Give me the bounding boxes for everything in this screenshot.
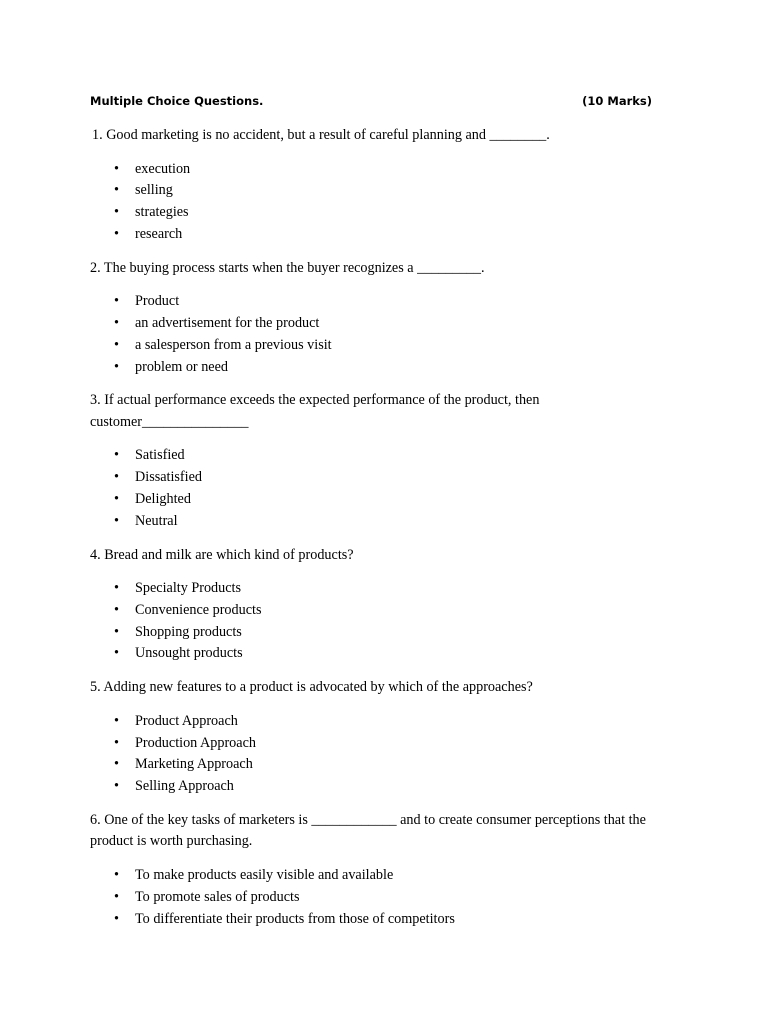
option-text: a salesperson from a previous visit <box>135 336 332 353</box>
option-item <box>90 291 670 313</box>
option-text: Marketing Approach <box>135 756 253 773</box>
option-item <box>90 335 670 357</box>
option-item <box>90 202 670 224</box>
bullet-icon: • <box>114 182 119 199</box>
option-item <box>90 887 670 909</box>
question-prompt: 6. One of the key tasks of marketers is ____________ and to create consumer perceptions that the product is worth purchasing. <box>90 811 646 850</box>
option-item <box>90 622 670 644</box>
option-item <box>90 180 670 202</box>
option-text: strategies <box>135 204 189 221</box>
bullet-icon: • <box>114 314 119 331</box>
question-6 <box>90 810 670 930</box>
option-list <box>90 291 670 378</box>
question-2 <box>90 258 670 379</box>
question-prompt: 4. Bread and milk are which kind of products? <box>90 546 354 563</box>
option-item <box>90 865 670 887</box>
bullet-icon: • <box>114 601 119 618</box>
option-text: Product <box>135 293 180 310</box>
option-text: Product Approach <box>135 712 238 729</box>
option-item <box>90 489 670 511</box>
option-text: selling <box>135 182 173 199</box>
option-text: Convenience products <box>135 601 262 618</box>
option-list <box>90 711 670 798</box>
option-item <box>90 733 670 755</box>
question-1 <box>90 125 670 246</box>
bullet-icon: • <box>114 160 119 177</box>
option-text: research <box>135 225 183 242</box>
question-prompt: 3. If actual performance exceeds the expected performance of the product, then customer_______________ <box>90 392 540 430</box>
bullet-icon: • <box>114 293 119 310</box>
bullet-icon: • <box>114 645 119 662</box>
option-item <box>90 643 670 665</box>
option-list <box>90 445 670 532</box>
bullet-icon: • <box>114 888 119 905</box>
option-item <box>90 357 670 379</box>
question-prompt: 1. Good marketing is no accident, but a result of careful planning and ________. <box>92 127 550 143</box>
bullet-icon: • <box>114 734 119 751</box>
question-3 <box>90 390 670 532</box>
bullet-icon: • <box>114 225 119 242</box>
option-text: Production Approach <box>135 734 256 751</box>
option-text: Unsought products <box>135 645 243 662</box>
question-prompt: 2. The buying process starts when the buyer recognizes a _________. <box>90 259 485 276</box>
option-item <box>90 578 670 600</box>
option-text: Selling Approach <box>135 778 234 795</box>
question-prompt: 5. Adding new features to a product is advocated by which of the approaches? <box>90 679 533 696</box>
option-text: an advertisement for the product <box>135 314 320 331</box>
option-item <box>90 776 670 798</box>
option-item <box>90 600 670 622</box>
option-item <box>90 511 670 533</box>
option-text: Specialty Products <box>135 580 241 597</box>
bullet-icon: • <box>114 712 119 729</box>
option-item <box>90 159 670 181</box>
option-text: Delighted <box>135 490 191 507</box>
option-text: problem or need <box>135 358 228 375</box>
bullet-icon: • <box>114 490 119 507</box>
bullet-icon: • <box>114 866 119 883</box>
bullet-icon: • <box>114 756 119 773</box>
question-list <box>90 125 670 942</box>
bullet-icon: • <box>114 512 119 529</box>
option-item <box>90 224 670 246</box>
option-item <box>90 754 670 776</box>
bullet-icon: • <box>114 204 119 221</box>
option-text: Satisfied <box>135 447 185 464</box>
section-title: Multiple Choice Questions. <box>90 94 264 108</box>
option-text: To differentiate their products from those of competitors <box>135 910 455 927</box>
option-text: Shopping products <box>135 623 242 640</box>
option-text: execution <box>135 160 191 177</box>
option-list <box>90 159 670 246</box>
option-item <box>90 711 670 733</box>
option-text: To promote sales of products <box>135 888 300 905</box>
bullet-icon: • <box>114 778 119 795</box>
option-text: To make products easily visible and available <box>135 866 394 883</box>
bullet-icon: • <box>114 910 119 927</box>
bullet-icon: • <box>114 580 119 597</box>
option-text: Dissatisfied <box>135 469 202 486</box>
option-item <box>90 909 670 931</box>
question-4 <box>90 545 670 666</box>
bullet-icon: • <box>114 469 119 486</box>
option-item <box>90 445 670 467</box>
option-list <box>90 578 670 665</box>
bullet-icon: • <box>114 623 119 640</box>
option-item <box>90 467 670 489</box>
question-5 <box>90 677 670 798</box>
option-list <box>90 865 670 930</box>
option-text: Neutral <box>135 512 178 529</box>
option-item <box>90 313 670 335</box>
marks-label: (10 Marks) <box>582 94 652 108</box>
bullet-icon: • <box>114 358 119 375</box>
bullet-icon: • <box>114 447 119 464</box>
bullet-icon: • <box>114 336 119 353</box>
